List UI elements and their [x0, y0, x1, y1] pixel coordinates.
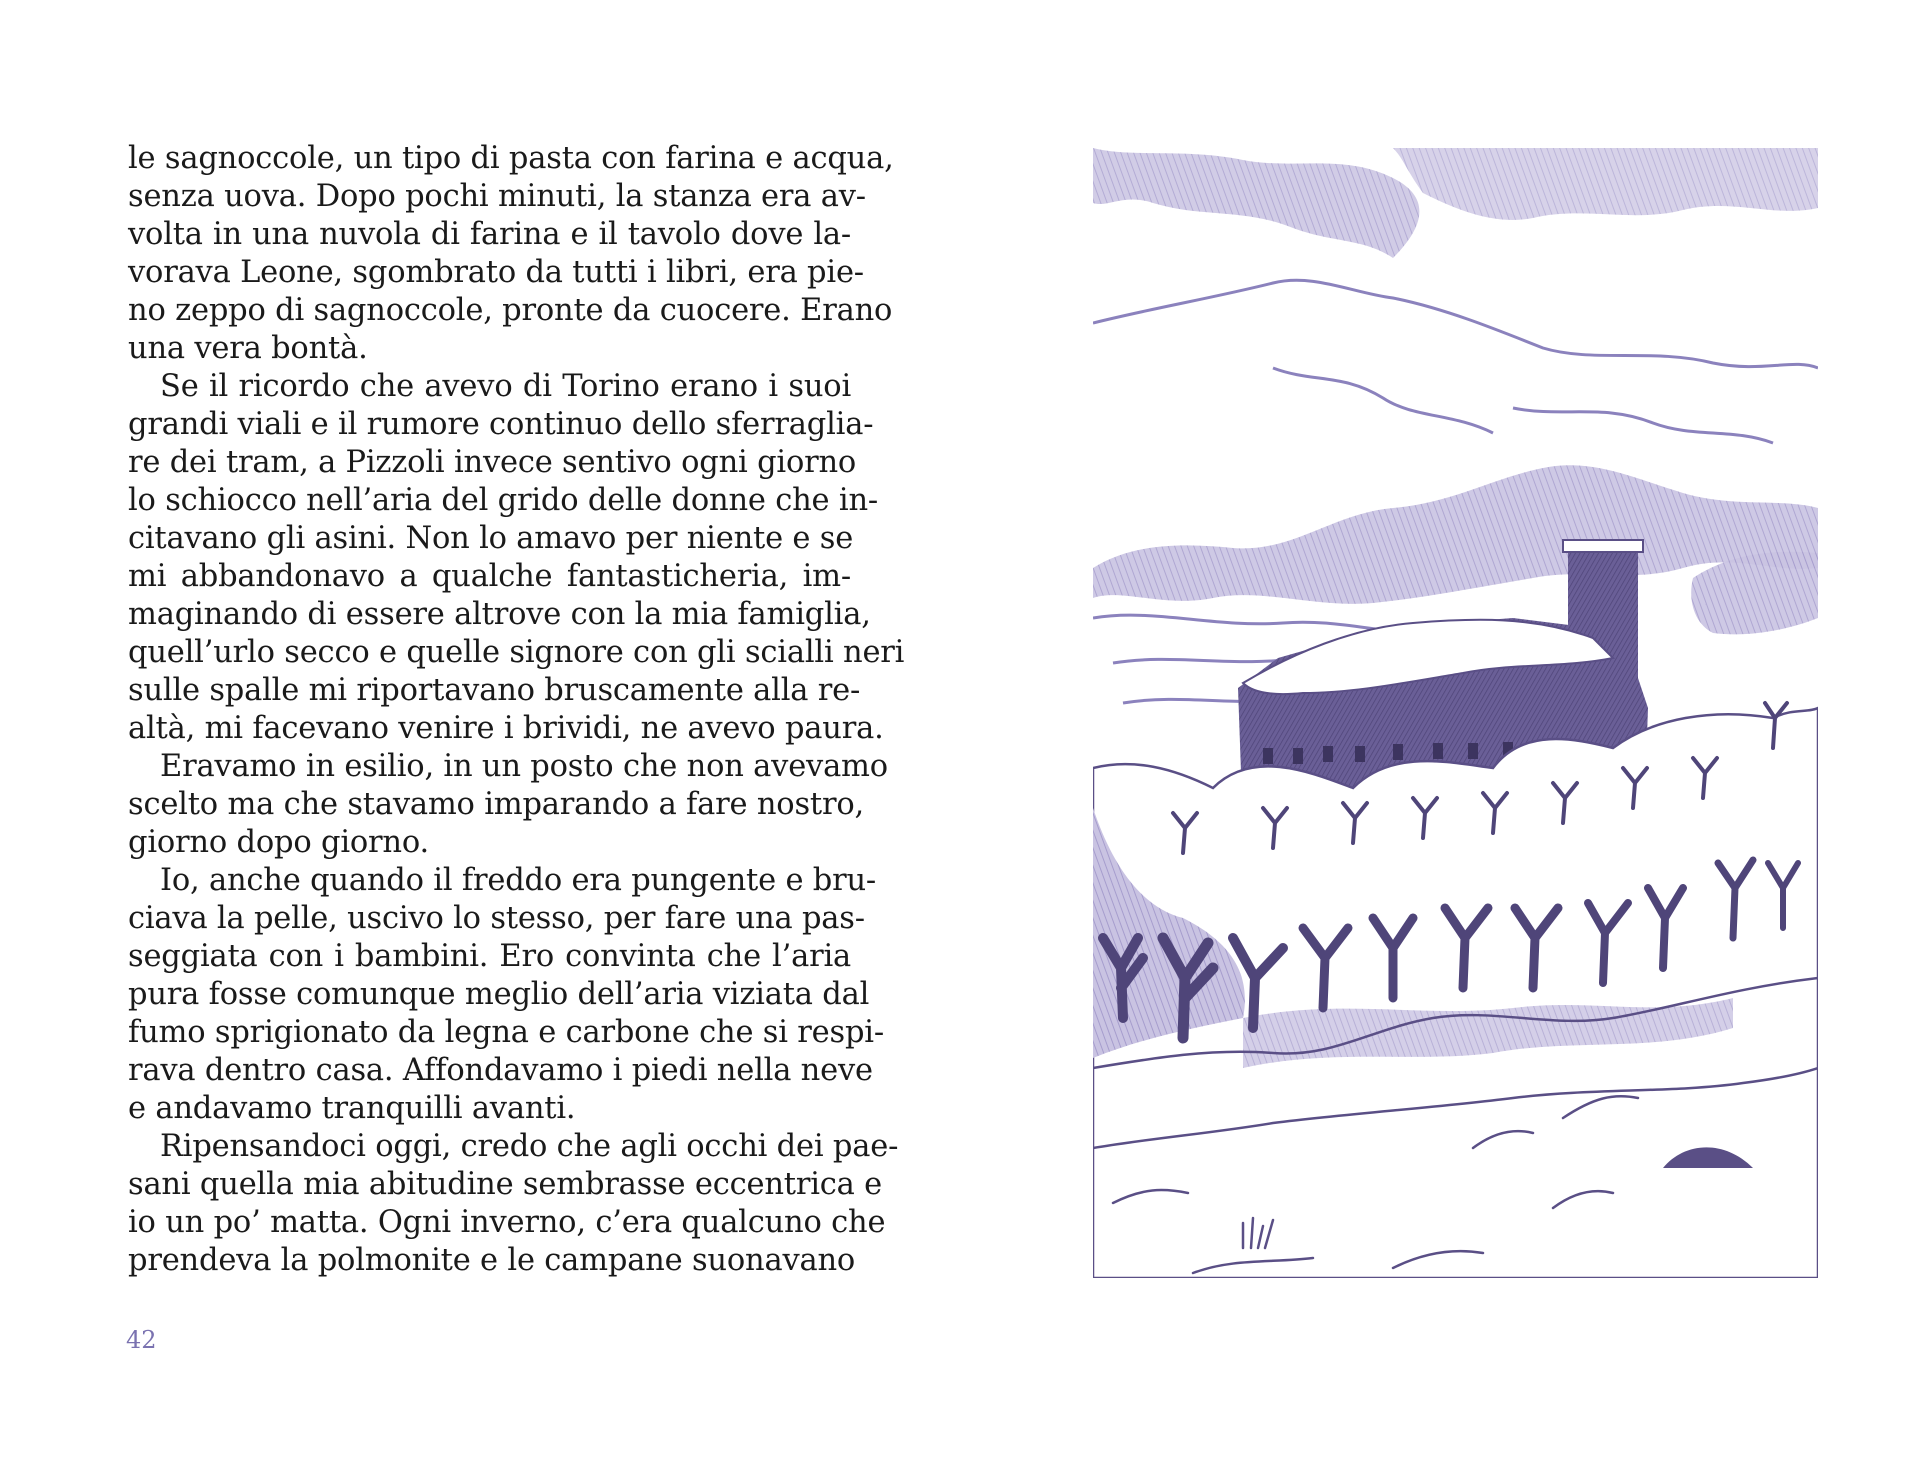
text-line: scelto ma che stavamo imparando a fare nostro,	[128, 787, 865, 822]
text-line: io un po’ matta. Ogni inverno, c’era qualcuno che	[128, 1205, 886, 1240]
text-line: fumo sprigionato da legna e carbone che si respi-	[128, 1015, 884, 1050]
text-line: mi abbandonavo a qualche fantasticheria, im-	[128, 559, 851, 594]
text-line: rava dentro casa. Affondavamo i piedi nella neve	[128, 1053, 873, 1088]
text-line: volta in una nuvola di farina e il tavolo dove la-	[128, 217, 851, 252]
text-line: una vera bontà.	[128, 331, 368, 366]
text-line: no zeppo di sagnoccole, pronte da cuocere. Erano	[128, 293, 893, 328]
text-line: maginando di essere altrove con la mia famiglia,	[128, 597, 871, 632]
text-line: Ripensandoci oggi, credo che agli occhi dei pae-	[160, 1129, 899, 1164]
winter-landscape-illustration	[1093, 148, 1818, 1278]
text-line: quell’urlo secco e quelle signore con gli scialli neri	[128, 635, 905, 670]
text-line: le sagnoccole, un tipo di pasta con farina e acqua,	[128, 141, 894, 176]
text-line: lo schiocco nell’aria del grido delle donne che in-	[128, 483, 879, 518]
text-line: sani quella mia abitudine sembrasse eccentrica e	[128, 1167, 882, 1202]
text-line: e andavamo tranquilli avanti.	[128, 1091, 576, 1126]
text-line: Io, anche quando il freddo era pungente e bru-	[160, 863, 877, 898]
text-line: grandi viali e il rumore continuo dello sferraglia-	[128, 407, 874, 442]
text-line: re dei tram, a Pizzoli invece sentivo ogni giorno	[128, 445, 857, 480]
text-line: senza uova. Dopo pochi minuti, la stanza era av-	[128, 179, 866, 214]
text-line: prendeva la polmonite e le campane suonavano	[128, 1243, 856, 1278]
snowy-hills	[1093, 708, 1818, 1278]
text-line: Se il ricordo che avevo di Torino erano i suoi	[160, 369, 851, 404]
page-number: 42	[126, 1326, 157, 1354]
distant-village	[1691, 552, 1818, 635]
text-line: vorava Leone, sgombrato da tutti i libri, era pie-	[128, 255, 864, 290]
text-line: ciava la pelle, uscivo lo stesso, per fare una pas-	[128, 901, 865, 936]
text-line: pura fosse comunque meglio dell’aria viziata dal	[128, 977, 870, 1012]
text-line: Eravamo in esilio, in un posto che non avevamo	[160, 749, 888, 784]
text-line: giorno dopo giorno.	[128, 825, 429, 860]
text-line: altà, mi facevano venire i brividi, ne avevo paura.	[128, 711, 884, 746]
body-text	[128, 140, 905, 1280]
text-line: seggiata con i bambini. Ero convinta che l’aria	[128, 939, 851, 974]
text-line: sulle spalle mi riportavano bruscamente alla re-	[128, 673, 861, 708]
text-line: citavano gli asini. Non lo amavo per niente e se	[128, 521, 854, 556]
